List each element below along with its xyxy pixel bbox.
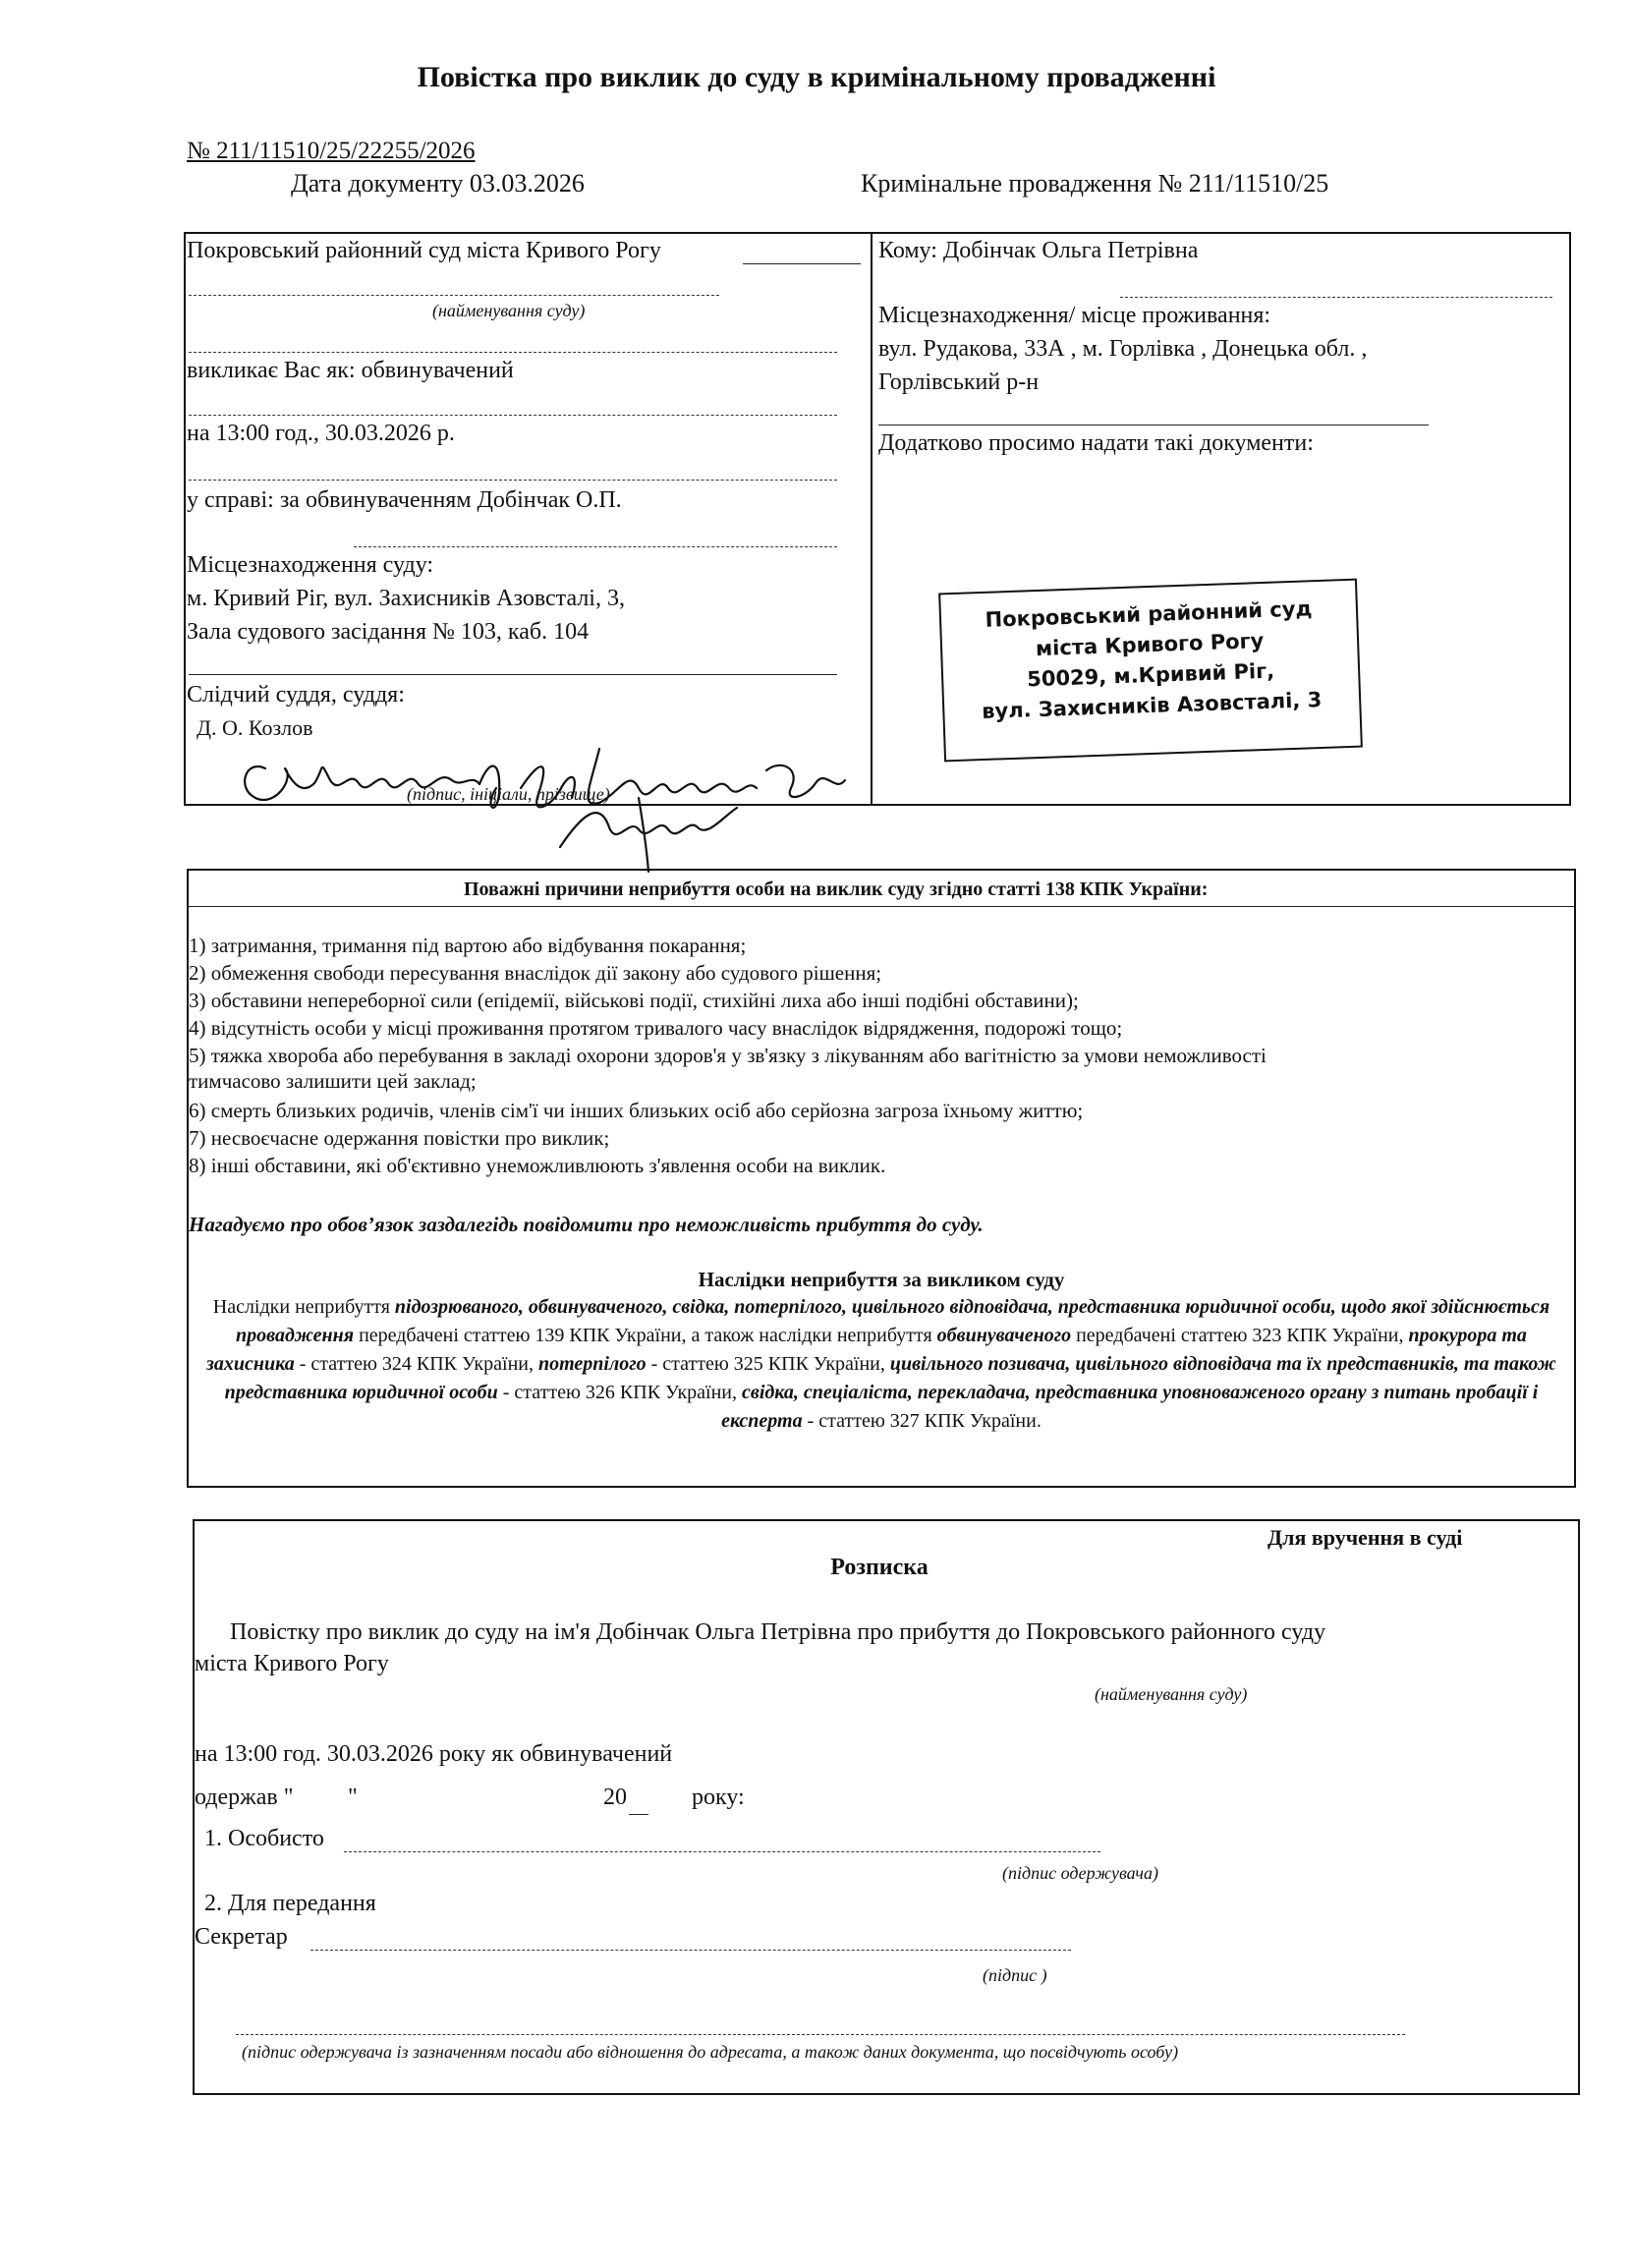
court-location-line1: м. Кривий Ріг, вул. Захисників Азовсталі, 3, [187,586,625,611]
judge-name: Д. О. Козлов [197,715,313,740]
divider [189,480,837,481]
document-date: Дата документу 03.03.2026 [291,169,585,198]
received-label: одержав " [195,1785,294,1810]
consequences-part: цивільного позивача, цивільного відповідача та їх представників, та також представника юридичної особи [224,1353,1556,1403]
consequences-part: - статтею 324 КПК України, [294,1353,538,1375]
reason-item: тимчасово залишити цей заклад; [189,1069,477,1093]
summons-role: викликає Вас як: обвинувачений [187,358,514,383]
signature-caption: (підпис, ініціали, прізвище) [407,784,610,804]
received-year: 20 [603,1785,627,1810]
reason-item: 2) обмеження свободи пересування внаслідок дії закону або судового рішення; [189,961,882,985]
page-title: Повістка про виклик до суду в кримінальному провадженні [417,61,1216,93]
documents-request: Додатково просимо надати такі документи: [878,430,1314,456]
hearing-datetime: на 13:00 год., 30.03.2026 р. [187,421,455,446]
receipt-court-caption: (найменування суду) [1095,1684,1248,1704]
court-location-line2: Зала судового засідання № 103, каб. 104 [187,619,590,645]
personally-line [344,1851,1100,1852]
consequences-part: свідка, спеціаліста, перекладача, представника уповноваженого органу з питань пробації і експерта [721,1382,1539,1432]
receipt-time: на 13:00 год. 30.03.2026 року як обвинувачений [195,1741,673,1767]
consequences-part: Наслідки неприбуття [212,1296,395,1318]
consequences-part: підозрюваного, обвинуваченого, свідка, потерпілого, цивільного відповідача, представника юридичної особи, щодо якої здійснюється провадження [236,1296,1550,1346]
stamp-line2: міста Кривого Рогу [1035,628,1265,661]
receipt-box [193,1519,1580,2095]
consequences-part: - статтею 325 КПК України, [646,1353,890,1375]
stamp-line3: 50029, м.Кривий Ріг, [1026,658,1275,692]
recipient-details-caption: (підпис одержувача із зазначенням посади або відношення до адресата, а також даних документа, що посвідчують особу) [242,2042,1179,2062]
stamp-line1: Покровський районний суд [985,596,1313,632]
reason-item: 7) несвоєчасне одержання повістки про виклик; [189,1126,610,1150]
receipt-line1: Повістку про виклик до суду на ім'я Добінчак Ольга Петрівна про прибуття до Покровського районного суду [230,1619,1326,1645]
reason-item: 4) відсутність особи у місці проживання протягом тривалого часу внаслідок відрядження, подорожі тощо; [189,1016,1123,1040]
receipt-line2: міста Кривого Рогу [195,1651,389,1676]
consequences-part: обвинуваченого [936,1325,1072,1346]
year-underline [629,1814,648,1815]
recipient-name: Кому: Добінчак Ольга Петрівна [878,238,1199,263]
reason-item: 6) смерть близьких родичів, членів сім'ї чи інших близьких осіб або серйозна загроза їхньому життю; [189,1099,1084,1122]
summons-number: № 211/11510/25/22255/2026 [187,138,476,164]
reason-item: 5) тяжка хвороба або перебування в закладі охорони здоров'я у зв'язку з лікуванням або вагітністю за умови неможливості [189,1044,1267,1067]
court-caption: (найменування суду) [432,301,586,320]
case-number: Кримінальне провадження № 211/11510/25 [861,169,1329,198]
divider [189,352,837,353]
personally-label: 1. Особисто [204,1826,324,1851]
reason-item: 8) інші обставини, які об'єктивно унеможливлюють з'явлення особи на виклик. [189,1154,886,1177]
stamp-line4: вул. Захисників Азовсталі, 3 [981,687,1323,724]
divider [1120,297,1552,298]
received-quote: " [348,1785,358,1810]
divider [189,415,837,416]
case-description: у справі: за обвинуваченням Добінчак О.П. [187,487,622,513]
consequences-part: - статтею 327 КПК України. [802,1410,1042,1432]
consequences-title: Наслідки неприбуття за викликом суду [698,1268,1065,1291]
transfer-label: 2. Для передання [204,1891,376,1916]
court-stamp [938,579,1363,763]
court-underline [743,263,861,264]
receipt-title: Розписка [830,1555,929,1580]
court-name: Покровський районний суд міста Кривого Рогу [187,238,661,263]
consequences-part: потерпілого [537,1353,647,1375]
divider [236,2034,1405,2035]
reason-item: 1) затримання, тримання під вартою або відбування покарання; [189,934,747,957]
consequences-part: передбачені статтею 139 КПК України, а також наслідки неприбуття [354,1325,937,1346]
divider [189,295,719,296]
judge-label: Слідчий суддя, суддя: [187,682,405,708]
reason-item: 3) обставини непереборної сили (епідемії, військові події, стихійні лиха або інші подібні обставини); [189,989,1079,1012]
secretary-signature-caption: (підпис ) [983,1965,1047,1985]
address-line2: Горлівський р-н [878,369,1040,395]
divider [189,674,837,675]
recipient-signature-caption: (підпис одержувача) [1002,1863,1158,1883]
handwritten-signature [226,700,914,877]
consequences-text [193,1293,1570,1436]
consequences-part: - статтею 326 КПК України, [497,1382,742,1403]
reminder-text: Нагадуємо про обов’язок заздалегідь повідомити про неможливість прибуття до суду. [189,1213,984,1236]
for-delivery-label: Для вручення в суді [1267,1525,1463,1550]
court-location-label: Місцезнаходження суду: [187,552,434,578]
secretary-label: Секретар [195,1924,288,1950]
received-tail: року: [692,1785,745,1810]
divider [354,546,837,547]
reasons-title: Поважні причини неприбуття особи на виклик суду згідно статті 138 КПК України: [464,879,1209,900]
address-line1: вул. Рудакова, 33А , м. Горлівка , Донецька обл. , [878,336,1368,362]
divider [189,906,1574,907]
consequences-part: прокурора та захисника [206,1325,1527,1375]
secretary-line [310,1950,1071,1951]
consequences-part: передбачені статтею 323 КПК України, [1071,1325,1409,1346]
address-label: Місцезнаходження/ місце проживання: [878,303,1271,328]
